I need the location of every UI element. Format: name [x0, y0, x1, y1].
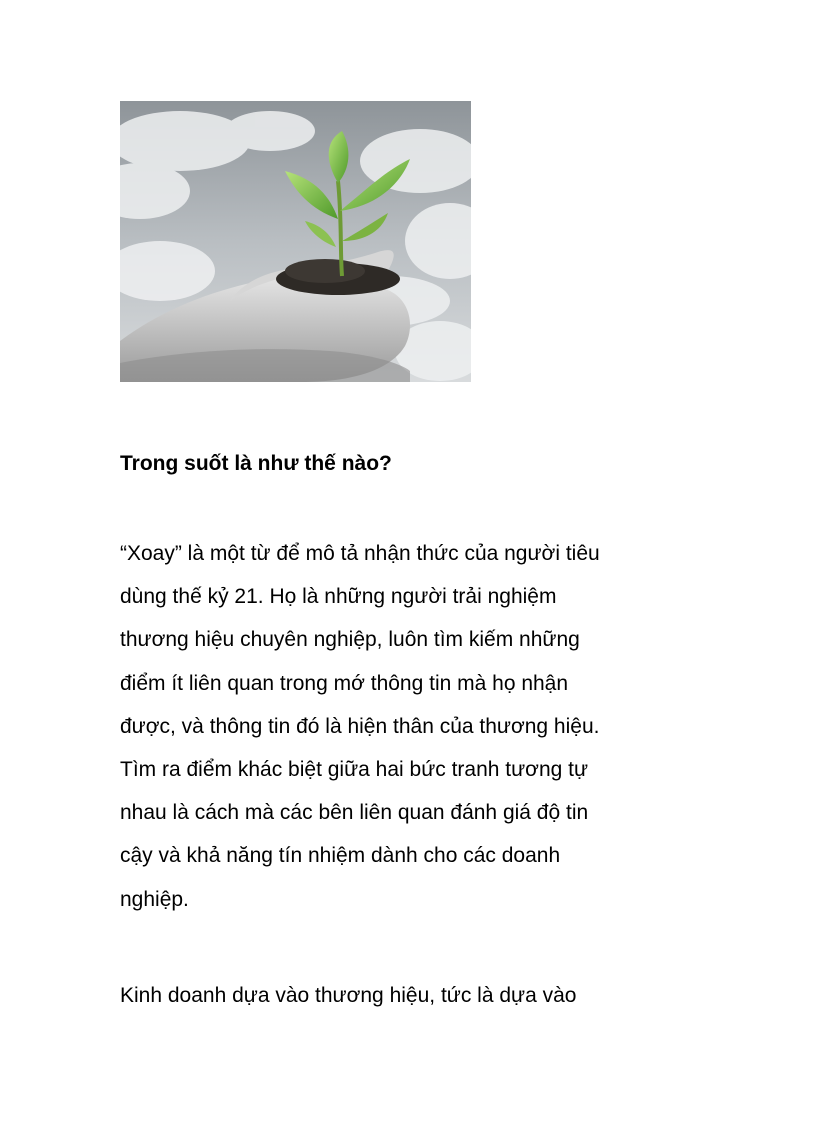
paragraph-line: Tìm ra điểm khác biệt giữa hai bức tranh tương tự — [120, 758, 589, 782]
paragraph-line: nhau là cách mà các bên liên quan đánh giá độ tin — [120, 801, 589, 825]
paragraph-line: dùng thế kỷ 21. Họ là những người trải nghiệm — [120, 585, 557, 609]
section-heading: Trong suốt là như thế nào? — [120, 452, 392, 475]
body-paragraph-1 — [120, 532, 690, 921]
seedling-icon — [120, 101, 471, 382]
paragraph-line: thương hiệu chuyên nghiệp, luôn tìm kiếm những — [120, 628, 580, 652]
seedling-in-hands-photo — [120, 101, 471, 382]
paragraph-line: “Xoay” là một từ để mô tả nhận thức của người tiêu — [120, 542, 600, 565]
paragraph-line: nghiệp. — [120, 887, 189, 911]
paragraph-line: được, và thông tin đó là hiện thân của thương hiệu. — [120, 714, 600, 738]
paragraph-line: cậy và khả năng tín nhiệm dành cho các doanh — [120, 844, 561, 868]
paragraph-line: Kinh doanh dựa vào thương hiệu, tức là dựa vào — [120, 984, 577, 1007]
paragraph-line: điểm ít liên quan trong mớ thông tin mà họ nhận — [120, 671, 569, 695]
body-paragraph-2 — [120, 974, 690, 1017]
